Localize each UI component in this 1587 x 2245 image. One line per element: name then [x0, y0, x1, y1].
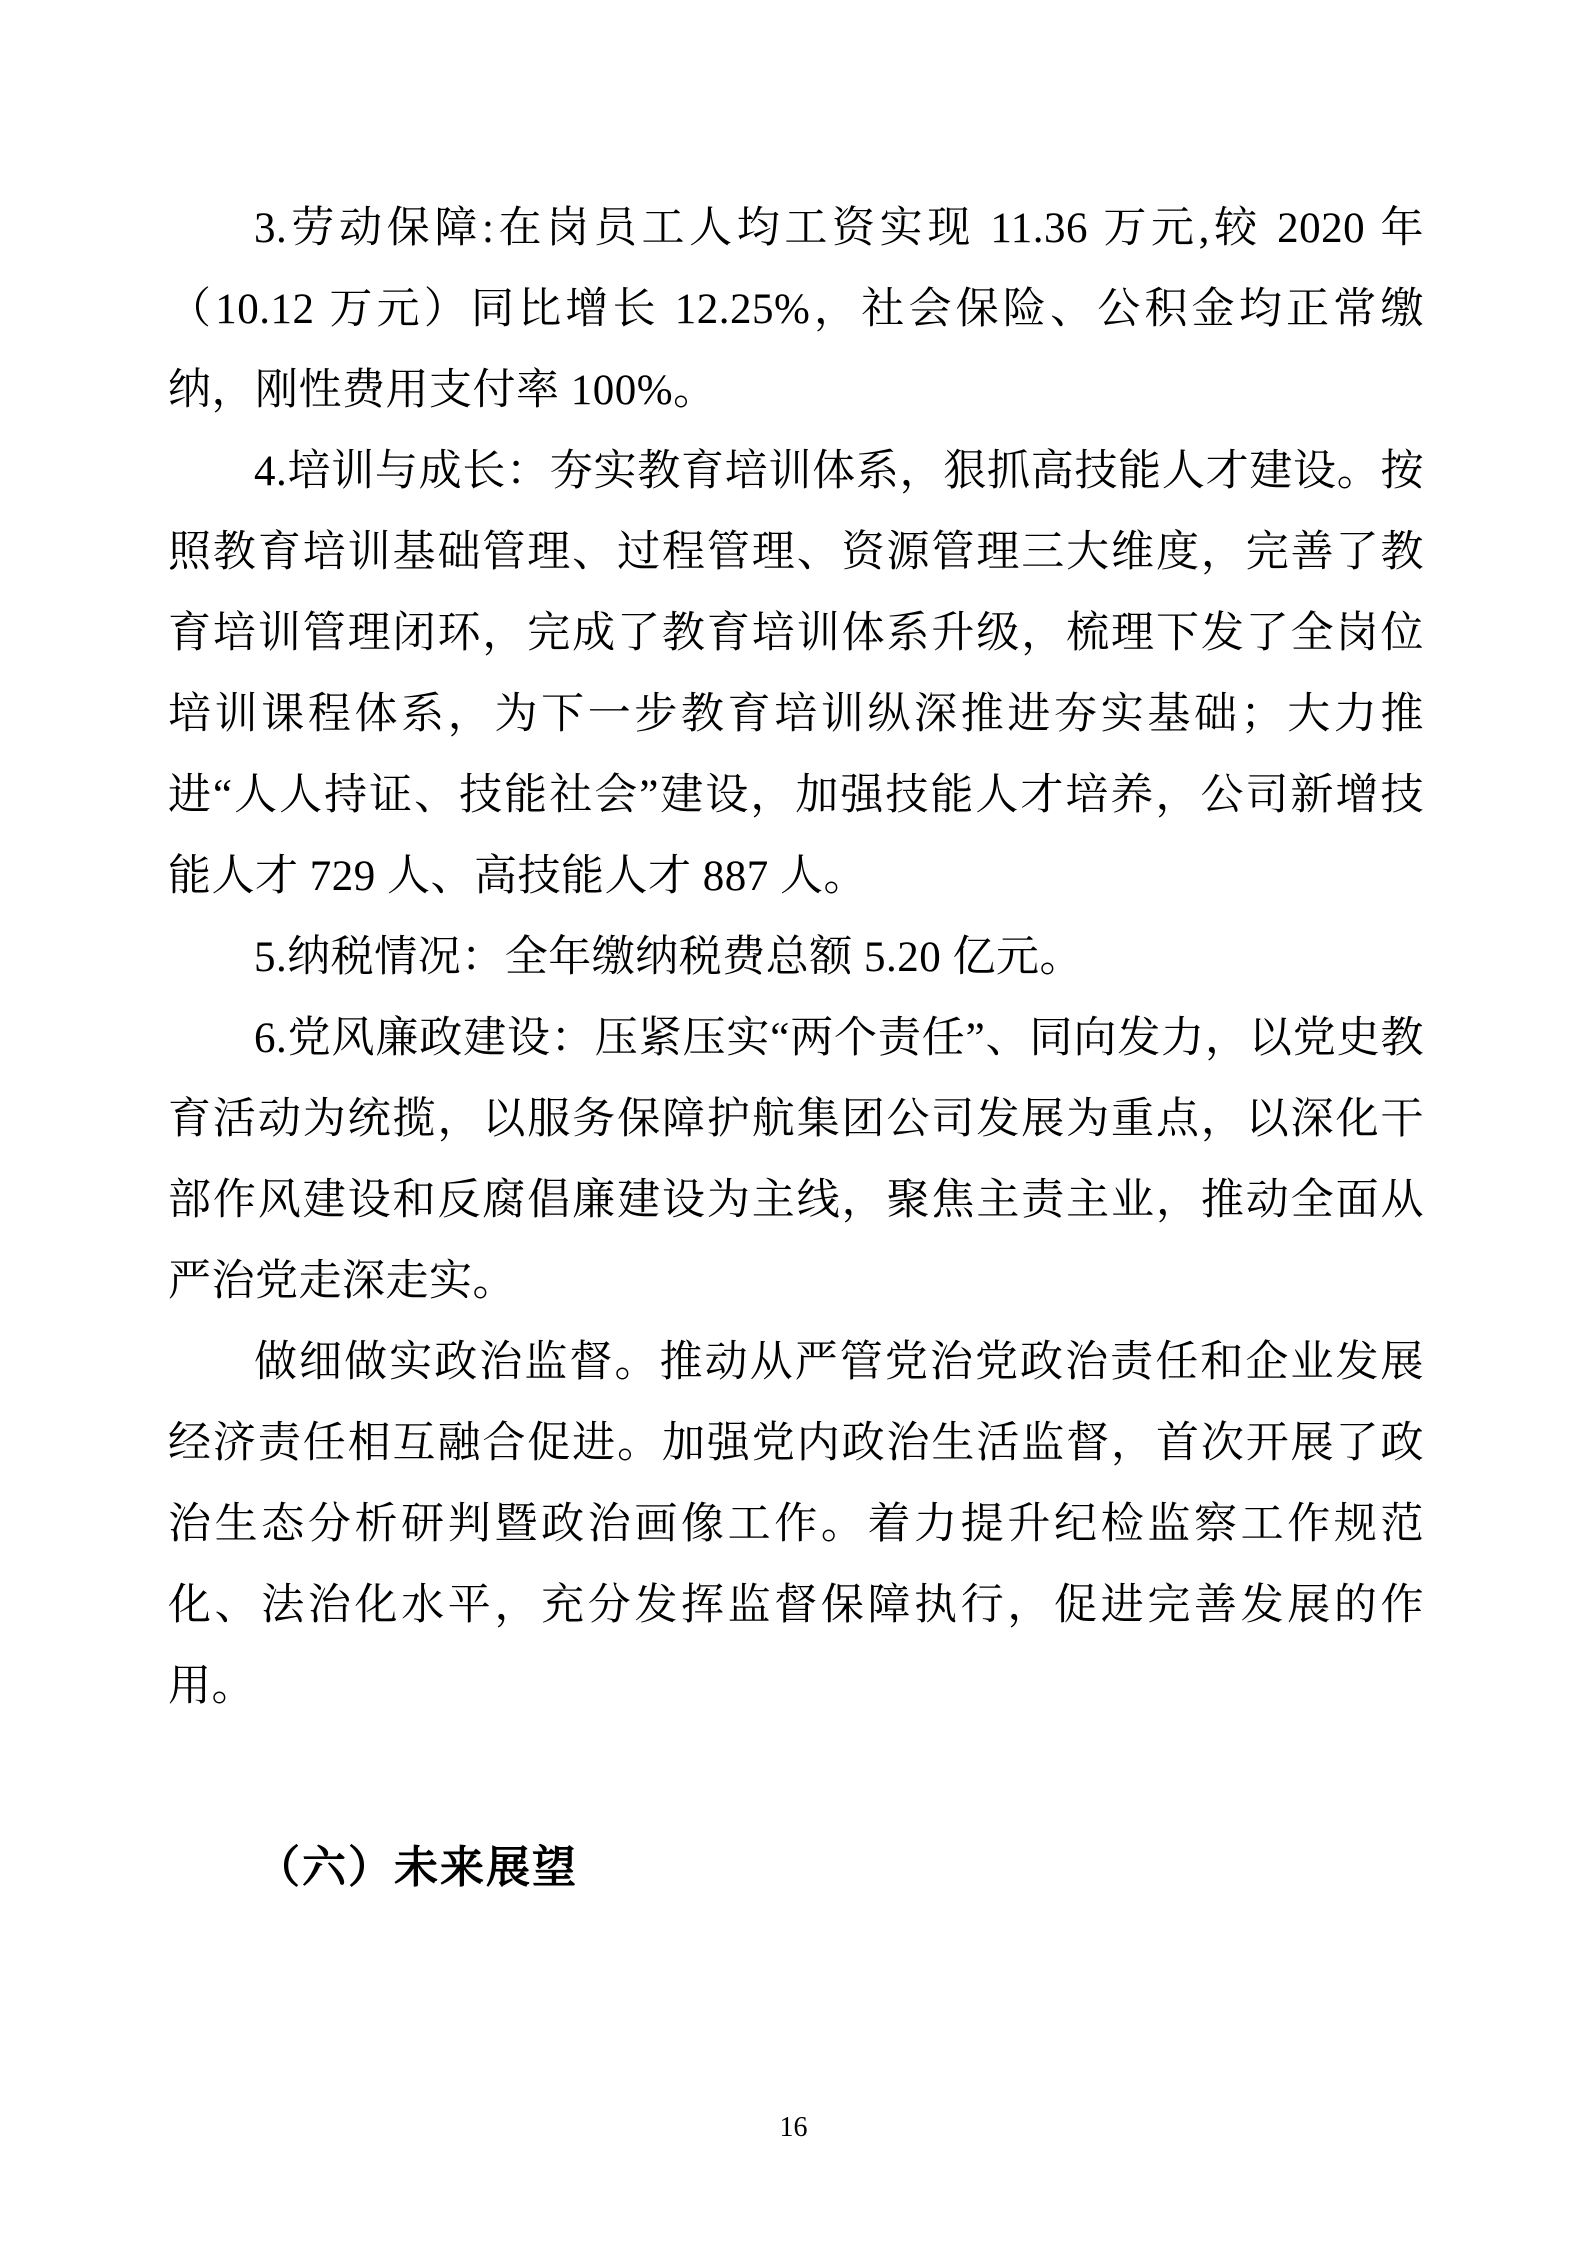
paragraph-political-supervision: 做细做实政治监督。推动从严管党治党政治责任和企业发展经济责任相互融合促进。加强党内政治生活监督，首次开展了政治生态分析研判暨政治画像工作。着力提升纪检监察工作规范化、法治化水平，充分发挥监督保障执行，促进完善发展的作用。: [168, 1339, 1424, 1710]
paragraph-labor-security: 3.劳动保障:在岗员工人均工资实现 11.36 万元,较 2020 年（10.12 万元）同比增长 12.25%，社会保险、公积金均正常缴纳，刚性费用支付率 100%。: [168, 205, 1424, 414]
section-heading-future-outlook: （六）未来展望: [256, 1843, 578, 1892]
paragraph-tax-status: 5.纳税情况：全年缴纳税费总额 5.20 亿元。: [254, 934, 1083, 981]
paragraph-party-discipline: 6.党风廉政建设：压紧压实“两个责任”、同向发力，以党史教育活动为统揽，以服务保障护航集团公司发展为重点，以深化干部作风建设和反腐倡廉建设为主线，聚焦主责主业，推动全面从严治党走深走实。: [168, 1015, 1424, 1305]
paragraph-training-growth: 4.培训与成长：夯实教育培训体系，狠抓高技能人才建设。按照教育培训基础管理、过程管理、资源管理三大维度，完善了教育培训管理闭环，完成了教育培训体系升级，梳理下发了全岗位培训课程体系，为下一步教育培训纵深推进夯实基础；大力推进“人人持证、技能社会”建设，加强技能人才培养，公司新增技能人才 729 人、高技能人才 887 人。: [168, 448, 1424, 900]
page-number: 16: [779, 2112, 808, 2143]
page-body: [168, 188, 1424, 1908]
